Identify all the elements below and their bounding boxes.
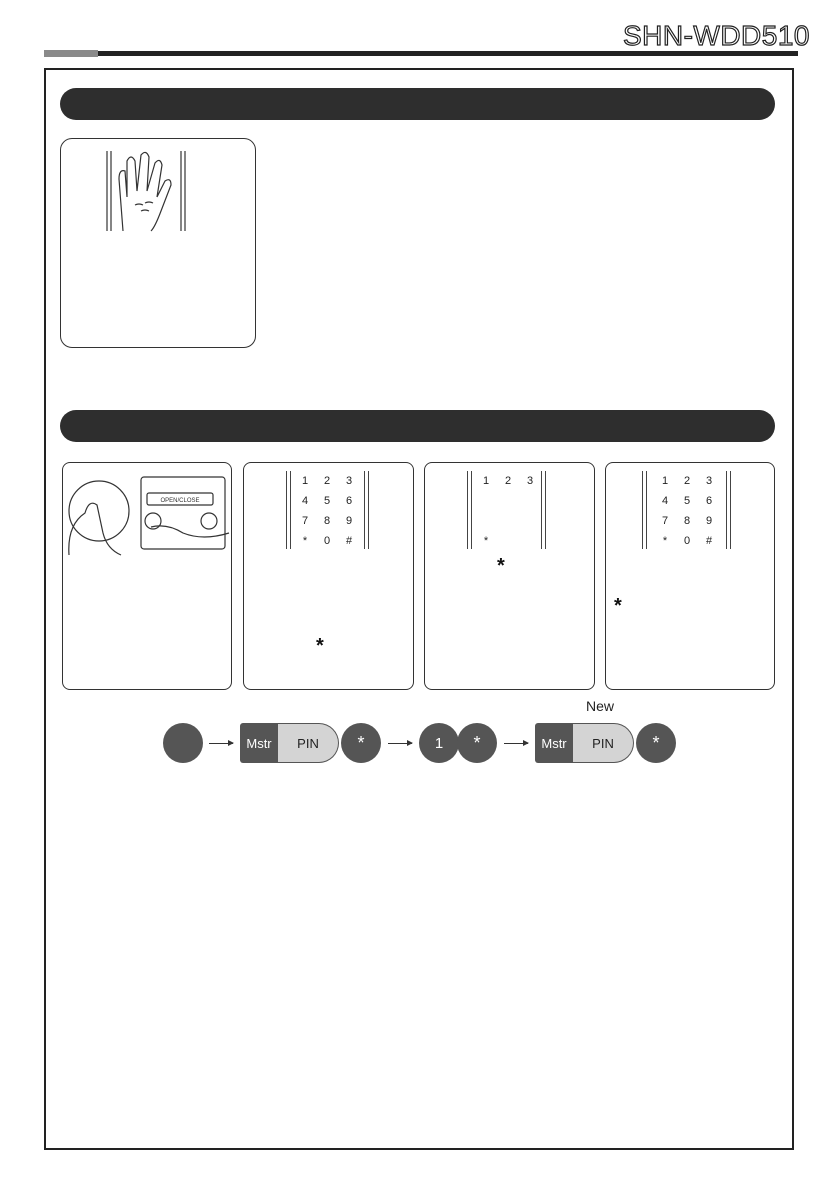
star-key-icon: *: [636, 723, 676, 763]
section-bar-2: [60, 410, 775, 442]
key-6: 6: [345, 495, 353, 507]
pin-label: PIN: [573, 723, 634, 763]
key-8: 8: [683, 515, 691, 527]
key-1: 1: [661, 475, 669, 487]
key-3: 3: [705, 475, 713, 487]
right-rail: [364, 471, 369, 549]
key-1-icon: 1: [419, 723, 459, 763]
key-hash: #: [705, 535, 713, 547]
star-key-icon: *: [457, 723, 497, 763]
key-2: 2: [504, 475, 512, 487]
key-star: *: [483, 535, 489, 547]
star-key-icon: *: [341, 723, 381, 763]
step-1-panel: [62, 462, 232, 690]
mstr-label: Mstr: [240, 723, 278, 763]
key-9: 9: [705, 515, 713, 527]
key-9: 9: [345, 515, 353, 527]
left-rail: [642, 471, 647, 549]
flow-arrow: [209, 743, 233, 744]
key-7: 7: [661, 515, 669, 527]
hand-touch-illustration: [61, 139, 257, 249]
key-2: 2: [323, 475, 331, 487]
master-pin-input: [240, 723, 339, 763]
right-rail: [541, 471, 546, 549]
hand-on-keypad-panel: [60, 138, 256, 348]
key-2: 2: [683, 475, 691, 487]
key-7: 7: [301, 515, 309, 527]
header-rule-accent: [44, 50, 98, 57]
step-4-panel: [605, 462, 775, 690]
star-symbol: *: [316, 635, 324, 657]
flow-arrow: [388, 743, 412, 744]
open-close-button-label: OPEN/CLOSE: [160, 498, 200, 504]
key-hash: #: [345, 535, 353, 547]
key-0: 0: [683, 535, 691, 547]
key-4: 4: [661, 495, 669, 507]
key-8: 8: [323, 515, 331, 527]
new-master-pin-input: [535, 723, 634, 763]
right-rail: [726, 471, 731, 549]
key-4: 4: [301, 495, 309, 507]
keypad: [298, 475, 358, 555]
key-5: 5: [683, 495, 691, 507]
keypad-partial: [479, 475, 539, 555]
key-6: 6: [705, 495, 713, 507]
mstr-label: Mstr: [535, 723, 573, 763]
key-star: *: [662, 535, 668, 547]
keypad: [658, 475, 718, 555]
left-rail: [467, 471, 472, 549]
key-1: 1: [482, 475, 490, 487]
star-symbol: *: [614, 595, 622, 617]
pin-label: PIN: [278, 723, 339, 763]
step-3-panel: [424, 462, 595, 690]
section-bar-1: [60, 88, 775, 120]
key-3: 3: [345, 475, 353, 487]
new-label: New: [586, 698, 615, 714]
key-3: 3: [526, 475, 534, 487]
star-symbol: *: [497, 555, 505, 577]
header-rule: [98, 51, 798, 56]
flow-arrow: [504, 743, 528, 744]
open-close-illustration: [63, 463, 233, 573]
key-5: 5: [323, 495, 331, 507]
key-1: 1: [301, 475, 309, 487]
step-2-panel: [243, 462, 414, 690]
model-number: SHN-WDD510: [622, 20, 810, 51]
start-button-icon: [163, 723, 203, 763]
key-0: 0: [323, 535, 331, 547]
key-star: *: [302, 535, 308, 547]
left-rail: [286, 471, 291, 549]
